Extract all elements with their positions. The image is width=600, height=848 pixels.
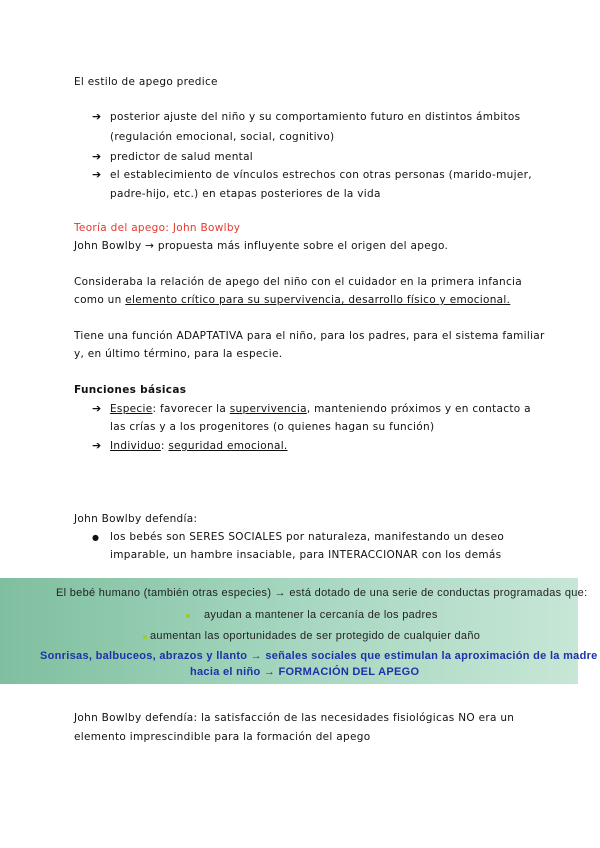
arrow-icon: ➔ <box>92 150 102 163</box>
arrow-icon: ➔ <box>92 110 102 123</box>
box-bullet-2: aumentan las oportunidades de ser protegido de cualquier daño <box>150 630 481 642</box>
arrow-icon: ➔ <box>92 439 102 452</box>
adaptive-line-2: y, en último término, para la especie. <box>74 348 283 360</box>
arrow-icon: ➔ <box>92 168 102 181</box>
predicts-item-2: predictor de salud mental <box>110 151 254 163</box>
functions-title: Funciones básicas <box>74 384 187 396</box>
predicts-item-1: posterior ajuste del niño y su comportamiento futuro en distintos ámbitos <box>110 111 521 123</box>
defendia-line-3: elemento imprescindible para la formación del apego <box>74 731 371 743</box>
social-line-1: los bebés son SERES SOCIALES por naturaleza, manifestando un deseo <box>110 531 505 543</box>
green-bullet-icon <box>143 635 147 639</box>
bowlby-line: John Bowlby → propuesta más influyente sobre el origen del apego. <box>74 240 449 252</box>
intro-text: El estilo de apego predice <box>74 76 218 88</box>
arrow-icon: ➔ <box>92 402 102 415</box>
consider-line-1: Consideraba la relación de apego del niño con el cuidador en la primera infancia <box>74 276 523 288</box>
consider-prefix: como un <box>74 294 126 306</box>
social-line-2: imparable, un hambre insaciable, para INTERACCIONAR con los demás <box>110 549 502 561</box>
individuo-value: seguridad emocional. <box>168 440 288 452</box>
bullet-icon: ● <box>92 533 100 542</box>
box-bullet-1: ayudan a mantener la cercanía de los padres <box>204 609 438 621</box>
function-individuo <box>110 440 288 452</box>
function-especie-cont: las crías y a los progenitores (o quienes hagan su función) <box>110 421 435 433</box>
especie-label: Especie <box>110 403 153 415</box>
defendia-heading: John Bowlby defendía: <box>74 513 198 525</box>
highlight-box <box>0 578 598 684</box>
adaptive-line-1: Tiene una función ADAPTATIVA para el niño, para los padres, para el sistema familiar <box>74 330 545 342</box>
predicts-item-3: el establecimiento de vínculos estrechos con otras personas (marido-mujer, <box>110 169 532 181</box>
defendia-line-2: John Bowlby defendía: la satisfacción de las necesidades fisiológicas NO era un <box>74 712 515 724</box>
box-line-1: El bebé humano (también otras especies) → está dotado de una serie de conductas programadas que: <box>56 587 588 599</box>
consider-underlined: elemento crítico para su supervivencia, desarrollo físico y emocional. <box>125 294 511 306</box>
consider-line-2 <box>74 294 510 306</box>
especie-mid: : favorecer la <box>152 403 230 415</box>
predicts-item-3-cont: padre-hijo, etc.) en etapas posteriores de la vida <box>110 188 381 200</box>
individuo-sep: : <box>160 440 169 452</box>
function-especie <box>110 403 531 415</box>
especie-rest: , manteniendo próximos y en contacto a <box>306 403 531 415</box>
supervivencia-text: supervivencia <box>229 403 307 415</box>
green-bullet-icon <box>186 614 190 618</box>
box-line-5: hacia el niño → FORMACIÓN DEL APEGO <box>190 666 420 678</box>
individuo-label: Individuo <box>110 440 161 452</box>
box-line-4: Sonrisas, balbuceos, abrazos y llanto → señales sociales que estimulan la aproximación de la madre <box>40 650 598 662</box>
section-title: Teoría del apego: John Bowlby <box>74 222 241 234</box>
predicts-item-1-cont: (regulación emocional, social, cognitivo) <box>110 131 335 143</box>
